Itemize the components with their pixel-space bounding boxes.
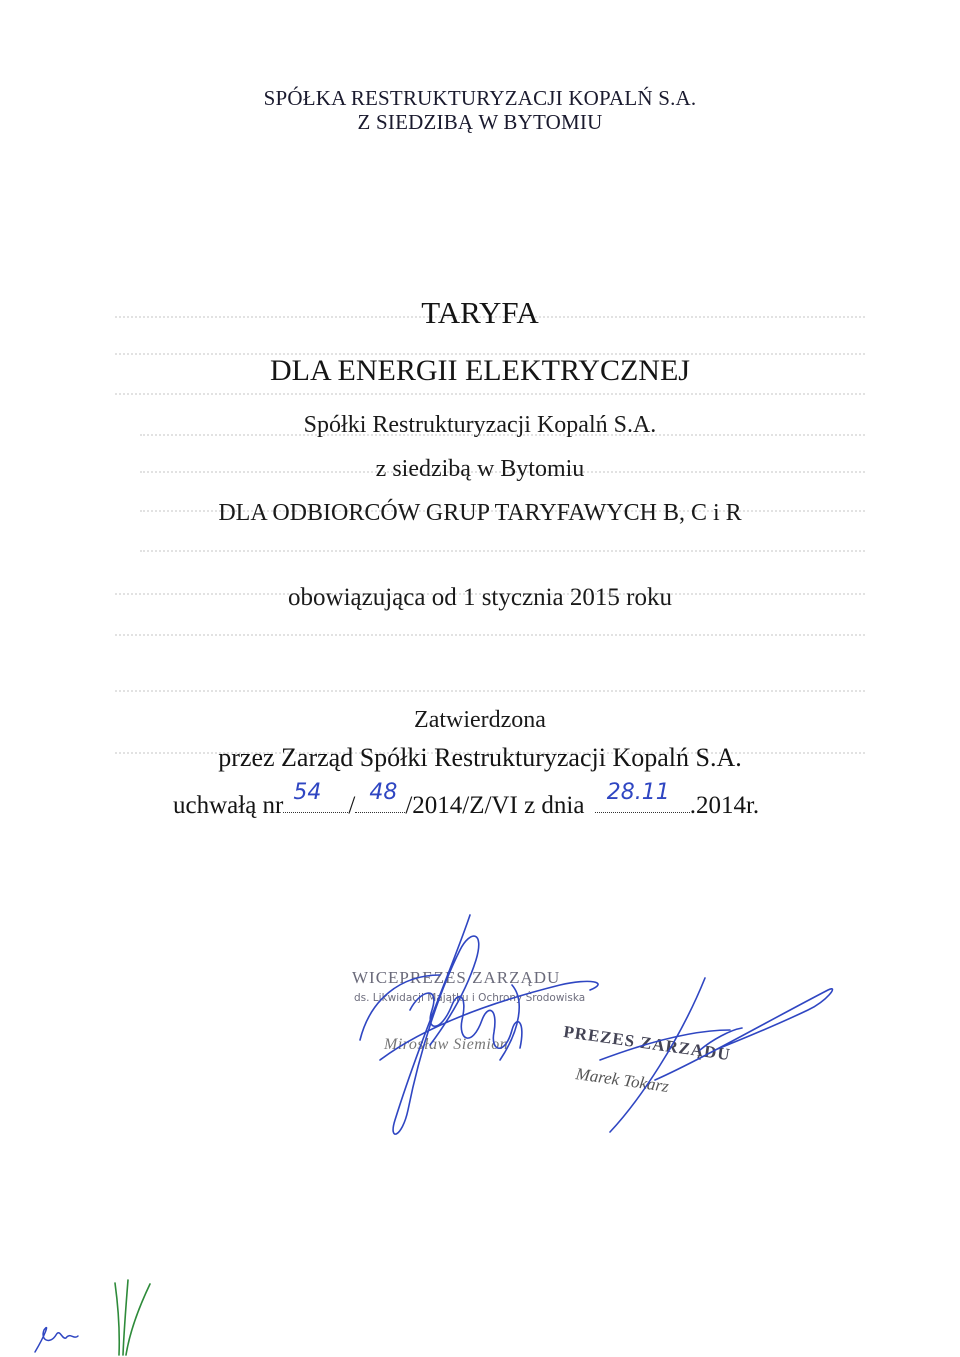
document-subtitle: DLA ENERGII ELEKTRYCZNEJ — [270, 354, 690, 387]
vice-president-title: WICEPREZES ZARZĄDU — [352, 968, 561, 987]
resolution-line — [173, 780, 760, 820]
issuer-name: Spółki Restrukturyzacji Kopalń S.A. — [303, 412, 657, 438]
bleed-dotline — [115, 690, 865, 692]
validity-date: obowiązująca od 1 stycznia 2015 roku — [288, 584, 672, 611]
president-title: PREZES ZARZĄDU — [562, 1022, 732, 1065]
resolution-suffix: /2014/Z/VI z dnia — [405, 792, 585, 819]
recipient-groups: DLA ODBIORCÓW GRUP TARYFAWYCH B, C i R — [218, 500, 742, 526]
date-field — [595, 780, 690, 813]
margin-initials-blue — [35, 1328, 78, 1352]
handwritten-date: 28.11 — [606, 780, 670, 805]
resolution-prefix: uchwałą nr — [173, 792, 284, 819]
handwritten-number-1: 54 — [293, 780, 322, 805]
company-seat: Z SIEDZIBĄ W BYTOMIU — [357, 110, 603, 134]
bleed-dotline — [115, 634, 865, 636]
vice-president-name: Mirosław Siemion — [384, 1036, 509, 1053]
resolution-number-field-1 — [283, 780, 348, 813]
approval-body: przez Zarząd Spółki Restrukturyzacji Kopalń S.A. — [218, 743, 742, 772]
president-stamp — [557, 1022, 754, 1108]
company-name: SPÓŁKA RESTRUKTURYZACJI KOPALŃ S.A. — [263, 86, 697, 110]
vice-president-scope: ds. Likwidacji Majątku i Ochrony Środowiska — [354, 992, 586, 1004]
president-name: Marek Tokarz — [574, 1064, 671, 1096]
document-title: TARYFA — [421, 295, 539, 330]
date-suffix: .2014r. — [689, 792, 760, 819]
vice-president-stamp — [352, 968, 586, 1053]
resolution-separator: / — [348, 792, 356, 819]
handwritten-number-2: 48 — [369, 780, 398, 805]
margin-initials-green — [115, 1280, 150, 1355]
approval-label: Zatwierdzona — [414, 707, 546, 733]
resolution-number-field-2 — [355, 780, 405, 813]
issuer-seat: z siedzibą w Bytomiu — [375, 456, 585, 482]
bleed-dotline — [115, 393, 865, 395]
bleed-dotline — [140, 550, 865, 552]
